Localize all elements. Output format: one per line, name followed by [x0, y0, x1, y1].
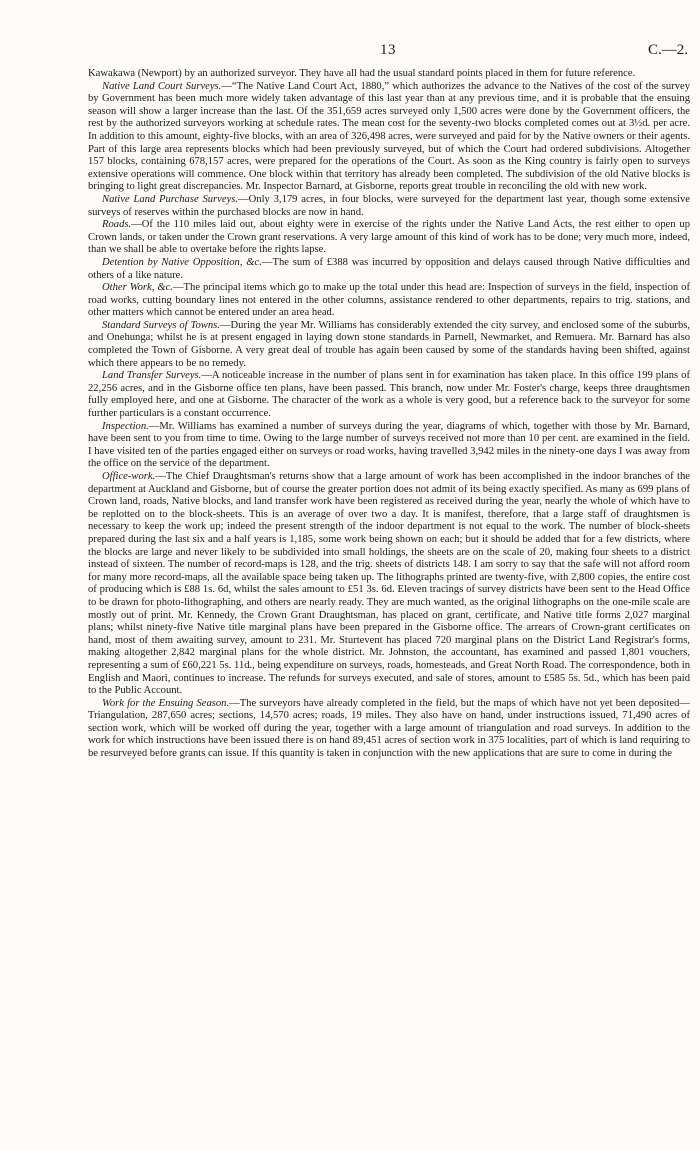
paragraph-text: —Mr. Williams has examined a number of surveys during the year, diagrams of which, together with those by Mr. Barnard, have been sent to you from time to time. Owing to the large number of surveys received not more than 10 per cent. are examined in the field. I have visited ten of the parties engaged either on surveys or road works, having travelled 3,942 miles in the ninety-one days I was away from the office on the service of the department. — [88, 420, 690, 470]
paragraph-text: —The Chief Draughtsman's returns show that a large amount of work has been accomplished in the indoor branches of the department at Auckland and Gisborne, but of course the greater portion does not admit of its being exactly specified. As many as 699 plans of Crown land, roads, Native blocks, and land transfer work have been registered as received during the year, nearly the whole of which have to be replotted on to the block-sheets. This is an average of over two a day. It is manifest, therefore, that a large staff of draughtsmen is necessary to keep the work up; indeed the present strength of the indoor department is not equal to the work. The number of block-sheets prepared during the last six and a half years is 1,185, some work being shown on each; but it should be added that for a few districts, where the blocks are large and never likely to be subdivided into small holdings, the sheets are on the scale of 20, making four sheets to a district instead of sixteen. The number of record-maps is 128, and the trig. sheets of districts 148. I am sorry to say that the safe will not afford room for many more record-maps, all the available space being taken up. The lithographs printed are twenty-five, with 2,800 copies, the entire cost of producing which is £88 1s. 6d, whilst the sales amount to £51 3s. 6d. Eleven tracings of survey districts have been sent to the Head Office to be drawn for photo-lithographing, and others are nearly ready. They are much wanted, as the original lithographs on the one-mile scale are mostly out of print. Mr. Kennedy, the Crown Grant Draughtsman, has placed on grant, certificate, and Native title forms 2,027 marginal plans; whilst ninety-five Native title marginal plans have been prepared in the Gisborne office. The arrears of Crown-grant certificates on hand, most of them awaiting survey, amount to 231. Mr. Sturtevent has placed 720 marginal plans on the District Land Registrar's forms, making altogether 2,842 marginal plans for the whole district. Mr. Johnston, the accountant, has examined and passed 1,801 vouchers, representing a sum of £60,221 5s. 11d., being expenditure on surveys, roads, homesteads, and Great North Road. The correspondence, both in English and Maori, continues to increase. The refunds for surveys executed, and sale of stores, amount to £585 5s. 5d., which has been paid to the Public Account. — [88, 471, 690, 697]
paragraph-office-work — [88, 471, 690, 698]
paragraph-text: —During the year Mr. Williams has considerably extended the city survey, and enclosed some of the suburbs, and Onehunga; whilst he is at present engaged in laying down stone standards in Parnell, Newmarket, and Remuera. Mr. Barnard has also completed the Town of Gisborne. A very great deal of trouble has again been caused by some of the standards having been shifted, against which there appears to be no remedy. — [88, 319, 691, 369]
paragraph-land-transfer-surveys — [88, 370, 690, 420]
paragraph-native-land-court-surveys — [88, 81, 690, 194]
page-header — [88, 42, 688, 60]
paragraph-text: —A noticeable increase in the number of plans sent in for examination has taken place. In this office 199 plans of 22,256 acres, and in the Gisborne office ten plans, have been passed. This branch, now under Mr. Foster's charge, keeps three draughtsmen fully employed here, and one at Gisborne. The character of the work as a whole is very good, but a reference back to the surveyor for some further particulars is a constant occurrence. — [88, 370, 690, 420]
paragraph-work-for-ensuing-season — [88, 698, 690, 761]
paragraph-heading: Native Land Court Surveys. — [102, 80, 222, 92]
document-reference: C.—2. — [647, 42, 688, 58]
page-number: 13 — [380, 42, 396, 58]
paragraph-text: —“The Native Land Court Act, 1880,” which authorizes the advance to the Natives of the cost of the survey by Government has been much more widely taken advantage of this last year than at any previous time, and it is probable that the ensuing season will show a larger increase than the last. Of the 351,659 acres surveyed only 1,500 acres were done by the Government officers, the rest by the authorized surveyors working at schedule rates. The mean cost for the seventy-two blocks completed comes out at 3½d. per acre. In addition to this amount, eighty-five blocks, with an area of 326,498 acres, were surveyed and paid for by the Native owners or their agents. Part of this large area represents blocks which had been previously surveyed, but of which the Court had ordered subdivisions. Altogether 157 blocks, containing 678,157 acres, were prepared for the operations of the Court. As soon as the King country is fairly open to surveys extensive operations will commence. One block within that territory has already been completed. The subdivision of the old Native blocks is bringing to light great discrepancies. Mr. Inspector Barnard, at Gisborne, reports great trouble in reconciling the old with new work. — [88, 80, 690, 193]
paragraph-heading: Roads. — [102, 219, 132, 231]
paragraph-heading: Other Work, &c. — [102, 282, 173, 294]
paragraph-text: —The surveyors have already completed in the field, but the maps of which have not yet been deposited—Triangulation, 287,650 acres; sections, 14,570 acres; roads, 19 miles. They also have on hand, under instructions issued, 71,490 acres of section work, which will be worked off during the year, together with a large amount of triangulation and road surveys. In addition to the work for which instructions have been issued there is on hand 89,451 acres of section work in 375 localities, part of which is land requiring to be resurveyed before grants can issue. If this quantity is taken in conjunction with the new applications that are sure to come in during the — [88, 697, 690, 760]
paragraph-detention-by-native-opposition — [88, 257, 690, 282]
paragraph-native-land-purchase-surveys — [88, 194, 690, 219]
paragraph-text: —Only 3,179 acres, in four blocks, were surveyed for the department last year, though some extensive surveys of reserves within the purchased blocks are now in hand. — [88, 193, 690, 218]
paragraph-inspection — [88, 421, 690, 471]
paragraph-text: —Of the 110 miles laid out, about eighty were in exercise of the rights under the Native Land Acts, the rest either to open up Crown lands, or taken under the Crown grant reservations. A very large amount of this kind of work has to be done; very much more, indeed, than we shall be able to overtake before the rights lapse. — [88, 219, 690, 256]
paragraph-heading: Detention by Native Opposition, &c. — [102, 256, 262, 268]
report-body — [88, 68, 690, 761]
paragraph-continuation — [88, 68, 690, 81]
paragraph-standard-surveys-of-towns — [88, 320, 690, 370]
paragraph-heading: Land Transfer Surveys. — [102, 370, 202, 382]
paragraph-heading: Native Land Purchase Surveys. — [102, 193, 239, 205]
paragraph-heading: Inspection. — [102, 420, 149, 432]
paragraph-heading: Standard Surveys of Towns. — [102, 319, 220, 331]
paragraph-text: —The sum of £388 was incurred by opposition and delays caused through Native difficulties and others of a like nature. — [88, 256, 690, 281]
paragraph-other-work — [88, 282, 690, 320]
paragraph-text: —The principal items which go to make up the total under this head are: Inspection of surveys in the field, inspection of road works, cutting boundary lines not entered in the other columns, assistance rendered to other departments, repairs to trig. stations, and other matters which cannot be entered under an area head. — [88, 282, 691, 319]
paragraph-roads — [88, 219, 690, 257]
paragraph-text: Kawakawa (Newport) by an authorized surveyor. They have all had the usual standard points placed in them for future reference. — [88, 68, 636, 79]
paragraph-heading: Work for the Ensuing Season. — [102, 697, 230, 709]
paragraph-heading: Office-work. — [102, 471, 156, 482]
